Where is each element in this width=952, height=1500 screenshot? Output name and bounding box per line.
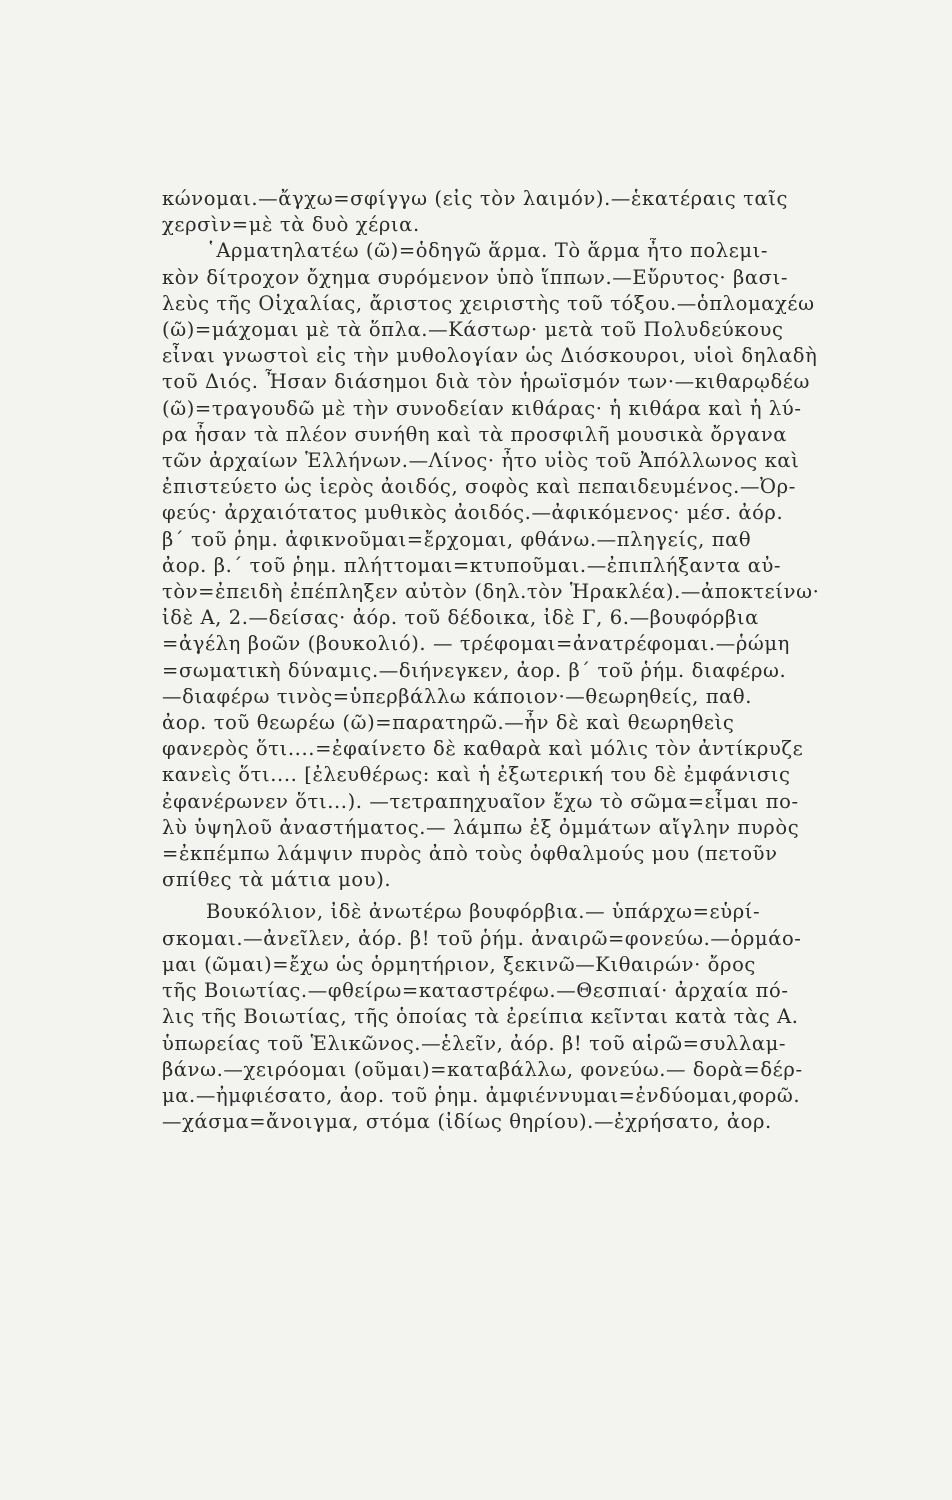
text-line: =σωματικὴ δύναμις.—διήνεγκεν, ἀορ. β΄ τοῦ ῥήμ. διαφέρω.: [162, 658, 787, 682]
paragraph-2: [162, 238, 842, 893]
text-line: —διαφέρω τινὸς=ὑπερβάλλω κάποιον·—θεωρηθείς, παθ.: [162, 684, 753, 708]
text-line: =ἀγέλη βοῶν (βουκολιό). — τρέφομαι=ἀνατρέφομαι.—ῥώμη: [162, 632, 790, 656]
text-line: ἀορ. τοῦ θεωρέω (ῶ)=παρατηρῶ.—ἦν δὲ καὶ θεωρηθεὶς: [162, 711, 735, 735]
text-line: κὸν δίτροχον ὄχημα συρόμενον ὑπὸ ἵππων.—Εὔρυτος· βασι-: [162, 265, 789, 289]
text-line: Βουκόλιον, ἰδὲ ἀνωτέρω βουφόρβια.— ὑπάρχω=εὑρί-: [206, 900, 761, 924]
text-line: ἐφανέρωνεν ὅτι...). —τετραπηχυαῖον ἔχω τὸ σῶμα=εἶμαι πο-: [162, 789, 799, 813]
text-line: ἐπιστεύετο ὡς ἱερὸς ἀοιδός, σοφὸς καὶ πεπαιδευμένος.—Ὀρ-: [162, 475, 796, 499]
text-line: κώνομαι.—ἄγχω=σφίγγω (εἰς τὸν λαιμόν).—ἑκατέραις ταῖς: [162, 187, 788, 210]
text-line: φανερὸς ὅτι....=ἐφαίνετο δὲ καθαρὰ καὶ μόλις τὸν ἀντίκρυζε: [162, 737, 804, 761]
text-line: ρα ἦσαν τὰ πλέον συνήθη καὶ τὰ προσφιλῆ μουσικὰ ὄργανα: [162, 422, 788, 446]
text-line: εἶναι γνωστοὶ εἰς τὴν μυθολογίαν ὡς Διόσκουροι, υἱοὶ δηλαδὴ: [162, 344, 818, 368]
text-line: μαι (ῶμαι)=ἔχω ὡς ὁρμητήριον, ξεκινῶ—Κιθαιρών· ὄρος: [162, 952, 756, 976]
text-line: σκομαι.—ἀνεῖλεν, ἀόρ. β! τοῦ ῥήμ. ἀναιρῶ=φονεύω.—ὁρμάο-: [162, 926, 802, 950]
paragraph-1: [162, 186, 842, 238]
text-line: (ῶ)=μάχομαι μὲ τὰ ὅπλα.—Κάστωρ· μετὰ τοῦ Πολυδεύκους: [162, 318, 784, 342]
text-line: ἀορ. β.΄ τοῦ ῥημ. πλήττομαι=κτυποῦμαι.—ἐπιπλήξαντα αὐ-: [162, 553, 782, 577]
text-line: ὑπωρείας τοῦ Ἑλικῶνος.—ἑλεῖν, ἀόρ. β! τοῦ αἱρῶ=συλλαμ-: [162, 1031, 787, 1055]
text-line: λις τῆς Βοιωτίας, τῆς ὁποίας τὰ ἐρείπια κεῖνται κατὰ τὰς Α.: [162, 1005, 799, 1029]
text-line: β΄ τοῦ ῥημ. ἀφικνοῦμαι=ἔρχομαι, φθάνω.—πληγείς, παθ: [162, 527, 752, 551]
text-line: (ῶ)=τραγουδῶ μὲ τὴν συνοδείαν κιθάρας· ἡ κιθάρα καὶ ἡ λύ-: [162, 396, 802, 420]
text-line: ἰδὲ Α, 2.—δείσας· ἀόρ. τοῦ δέδοικα, ἰδὲ Γ, 6.—βουφόρβια: [162, 606, 759, 630]
paragraph-3: [162, 899, 842, 1135]
text-line: μα.—ἠμφιέσατο, ἀορ. τοῦ ῥημ. ἀμφιέννυμαι=ἐνδύομαι,φορῶ.: [162, 1083, 801, 1107]
text-line: =ἐκπέμπω λάμψιν πυρὸς ἀπὸ τοὺς ὀφθαλμούς μου (πετοῦν: [162, 842, 778, 866]
text-line: βάνω.—χειρόομαι (οῦμαι)=καταβάλλω, φονεύω.— δορὰ=δέρ-: [162, 1057, 803, 1081]
text-line: λεὺς τῆς Οἰχαλίας, ἄριστος χειριστὴς τοῦ τόξου.—ὁπλομαχέω: [162, 291, 815, 315]
text-line: ῾Αρματηλατέω (ῶ)=ὁδηγῶ ἅρμα. Τὸ ἅρμα ἦτο πολεμι-: [206, 239, 769, 263]
text-line: τοῦ Διός. Ἦσαν διάσημοι διὰ τὸν ἡρωϊσμόν των·—κιθαρῳδέω: [162, 370, 811, 394]
text-line: σπίθες τὰ μάτια μου).: [162, 868, 392, 892]
text-block: [162, 186, 842, 1135]
text-line: τῆς Βοιωτίας.—φθείρω=καταστρέφω.—Θεσπιαί· ἀρχαία πό-: [162, 979, 789, 1003]
text-line: χερσὶν=μὲ τὰ δυὸ χέρια.: [162, 213, 420, 237]
text-line: κανεὶς ὅτι.... [ἐλευθέρως: καὶ ἡ ἐξωτερική του δὲ ἐμφάνισις: [162, 763, 791, 787]
text-line: τὸν=ἐπειδὴ ἐπέπληξεν αὐτὸν (δηλ.τὸν Ἡρακλέα).—ἀποκτείνω·: [162, 580, 820, 604]
text-line: —χάσμα=ἄνοιγμα, στόμα (ἰδίως θηρίου).—ἐχρήσατο, ἀορ.: [162, 1110, 772, 1134]
text-line: τῶν ἀρχαίων Ἑλλήνων.—Λίνος· ἦτο υἱὸς τοῦ Ἀπόλλωνος καὶ: [162, 449, 800, 473]
text-line: λὺ ὑψηλοῦ ἀναστήματος.— λάμπω ἐξ ὀμμάτων αἴγλην πυρὸς: [162, 815, 800, 839]
text-line: φεύς· ἀρχαιότατος μυθικὸς ἀοιδός.—ἀφικόμενος· μέσ. ἀόρ.: [162, 501, 784, 525]
